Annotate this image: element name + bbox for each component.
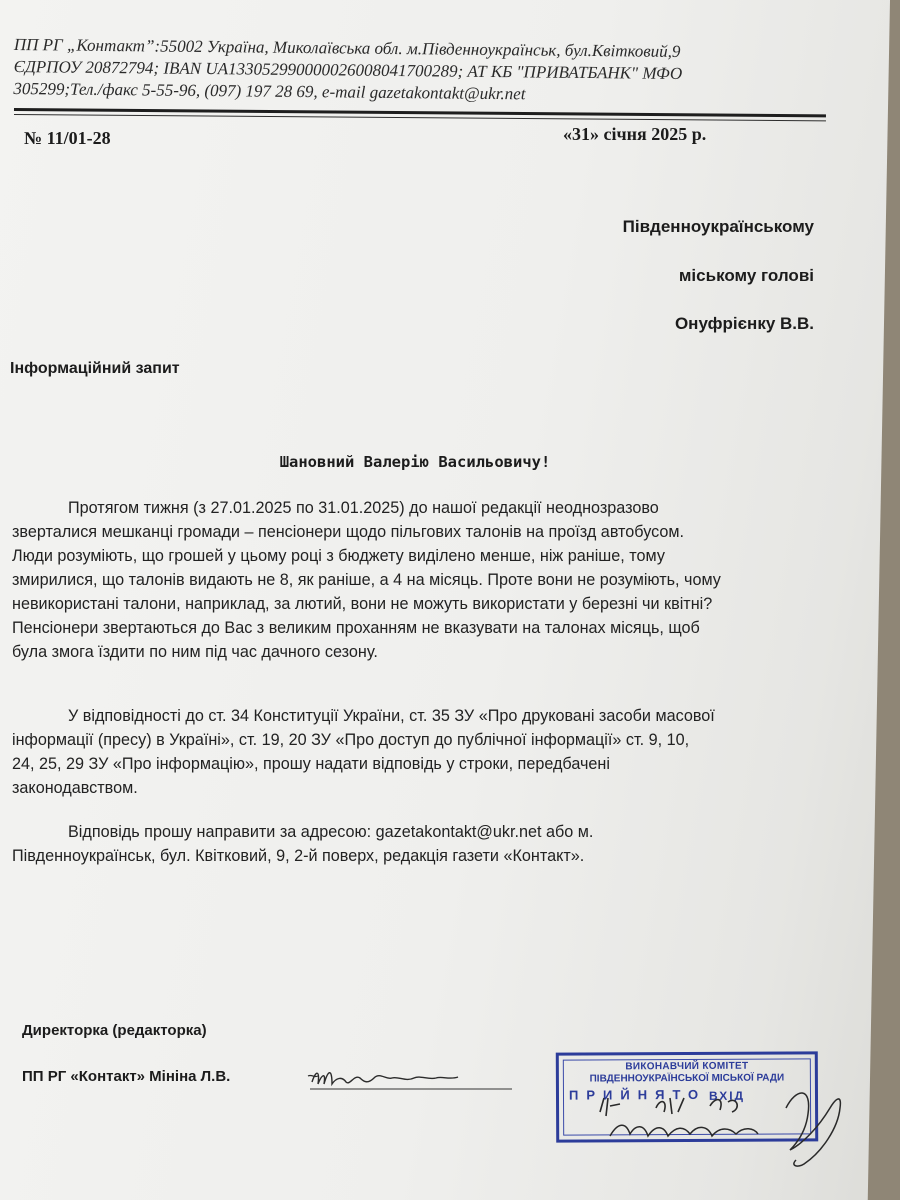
paragraph-line: була змога їздити по ним під час дачного сезону. <box>12 643 378 661</box>
paragraph-line: Люди розуміють, що грошей у цьому році з бюджету виділено менше, ніж раніше, тому <box>12 547 665 565</box>
stamp-line-2: ПІВДЕННОУКРАЇНСЬКОЇ МІСЬКОЇ РАДИ <box>589 1072 785 1085</box>
paragraph-line: Південноукраїнськ, бул. Квітковий, 9, 2-й поверх, редакція газети «Контакт». <box>12 847 585 865</box>
document-subject: Інформаційний запит <box>10 360 180 377</box>
stamp-line-1: ВИКОНАВЧИЙ КОМІТЕТ <box>625 1060 749 1073</box>
paragraph-line: законодавством. <box>12 779 138 797</box>
signatory-title: Директорка (редакторка) <box>22 1022 207 1039</box>
signatory-name: ПП РГ «Контакт» Мініна Л.В. <box>22 1068 231 1085</box>
letterhead-line-2: ЄДРПОУ 20872794; IBAN UA133052990000026008041700289; АТ КБ "ПРИВАТБАНК" МФО <box>13 56 683 83</box>
letterhead-line-3: 305299;Тел./факс 5-55-96, (097) 197 28 69, e-mail gazetakontakt@ukr.net <box>13 78 526 104</box>
addressee-line-2: міському голові <box>678 266 814 285</box>
letterhead-line-1: ПП РГ „Контакт”:55002 Україна, Миколаївська обл. м.Південноукраїнськ, бул.Квітковий,9 <box>13 34 681 61</box>
document-date: «31» січня 2025 р. <box>563 124 707 144</box>
paragraph-line: Відповідь прошу направити за адресою: gazetakontakt@ukr.net або м. <box>68 823 594 841</box>
addressee-line-3: Онуфрієнку В.В. <box>674 314 814 333</box>
paragraph-line: змирилися, що талонів видають не 8, як раніше, а 4 на місяць. Проте вони не розуміють, чому <box>12 571 721 589</box>
document-number: № 11/01-28 <box>24 128 111 148</box>
paragraph-line: Протягом тижня (з 27.01.2025 по 31.01.2025) до нашої редакції неоднозразово <box>68 499 659 517</box>
addressee-line-1: Південноукраїнському <box>622 217 814 236</box>
body-paragraph-1 <box>12 496 824 664</box>
paragraph-line: У відповідності до ст. 34 Конституції України, ст. 35 ЗУ «Про друковані засоби масової <box>68 707 715 725</box>
stamp-line-3: ПРИЙНЯТО <box>568 1086 707 1103</box>
paragraph-line: інформації (пресу) в Україні», ст. 19, 20 ЗУ «Про доступ до публічної інформації» ст. 9, 10, <box>12 731 690 749</box>
paragraph-line: 24, 25, 29 ЗУ «Про інформацію», прошу надати відповідь у строки, передбачені <box>12 755 610 773</box>
letterhead <box>13 34 834 109</box>
body-paragraph-2 <box>12 704 824 800</box>
greeting: Шановний Валерію Васильовичу! <box>279 453 551 471</box>
handwritten-signature <box>302 1056 516 1096</box>
body-paragraph-3 <box>12 820 824 868</box>
stamp-line-4: ВХІД <box>708 1088 746 1103</box>
paragraph-line: зверталися мешканці громади – пенсіонери щодо пільгових талонів на проїзд автобусом. <box>12 523 685 541</box>
stamp-handwriting <box>560 1068 850 1178</box>
paragraph-line: невикористані талони, наприклад, за лютий, вони не можуть використати у березні чи квітні? <box>12 595 713 613</box>
paragraph-line: Пенсіонери звертаються до Вас з великим проханням не вказувати на талонах місяць, щоб <box>12 619 700 637</box>
